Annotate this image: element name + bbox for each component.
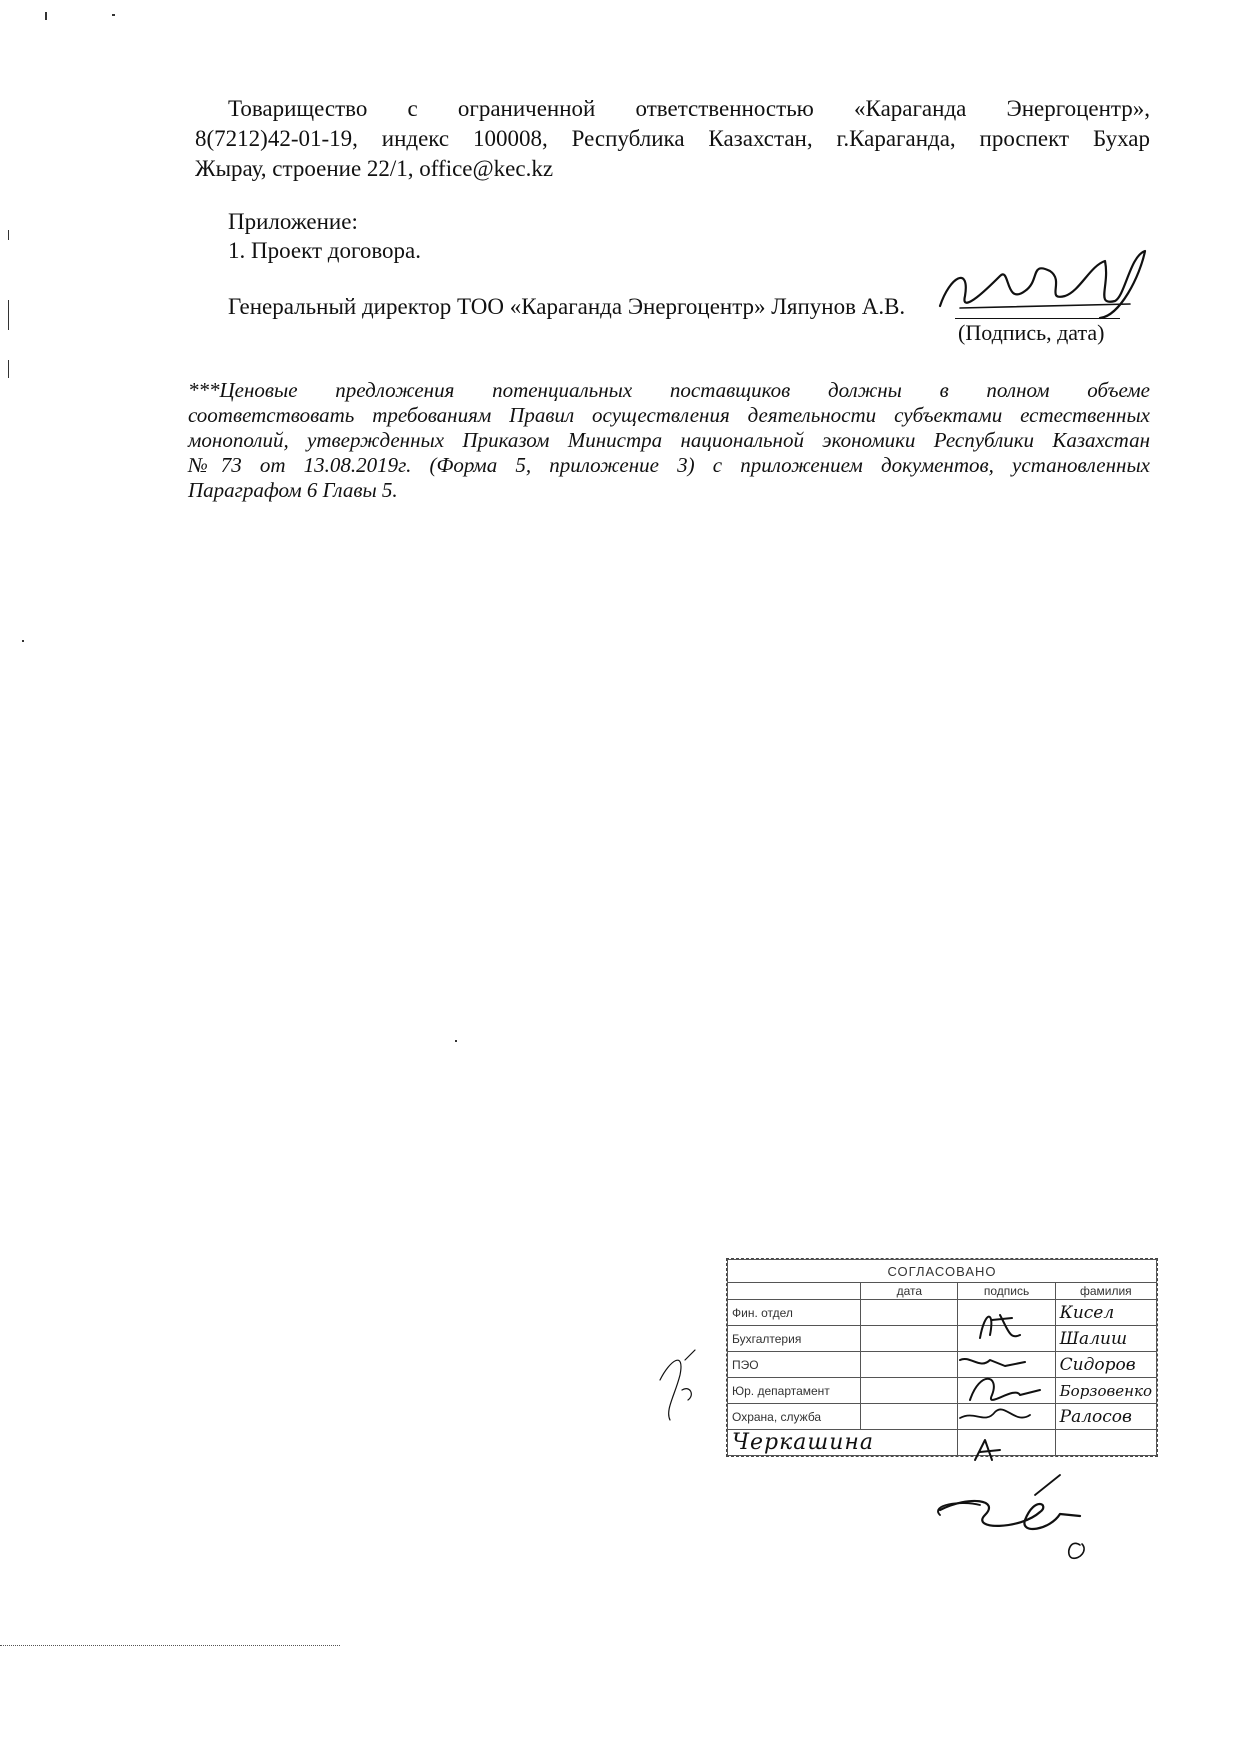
note-line-5: Параграфом 6 Главы 5. bbox=[188, 478, 398, 502]
surname-cell: Кисел bbox=[1055, 1300, 1156, 1326]
column-header-surname: фамилия bbox=[1055, 1283, 1156, 1300]
surname-cell: Борзовенко bbox=[1055, 1378, 1156, 1404]
column-header-signature: подпись bbox=[958, 1283, 1055, 1300]
handwritten-name-cell: Черкашина bbox=[728, 1430, 958, 1456]
attachment-label: Приложение: bbox=[228, 209, 358, 234]
scan-speck bbox=[455, 1040, 457, 1042]
column-header-dept bbox=[728, 1283, 861, 1300]
note-line-2: соответствовать требованиям Правил осуществления деятельности субъектами естественных bbox=[188, 403, 1150, 427]
approval-signatures bbox=[640, 1300, 1170, 1560]
director-signature bbox=[930, 246, 1155, 322]
company-line-1: Товарищество с ограниченной ответственностью «Караганда Энергоцентр», bbox=[228, 96, 1150, 121]
scan-speck bbox=[22, 640, 24, 642]
scan-speck bbox=[8, 360, 9, 378]
surname-cell: Шалиш bbox=[1055, 1326, 1156, 1352]
signature-caption: (Подпись, дата) bbox=[958, 320, 1105, 345]
signatory-line: Генеральный директор ТОО «Караганда Энергоцентр» Ляпунов А.В. bbox=[228, 294, 906, 319]
scan-speck bbox=[8, 230, 9, 240]
company-paragraph bbox=[195, 94, 1150, 184]
dept-cell: Бухгалтерия bbox=[728, 1326, 861, 1352]
dept-cell: Фин. отдел bbox=[728, 1300, 861, 1326]
note-line-3: монополий, утвержденных Приказом Министра национальной экономики Республики Казахстан bbox=[188, 428, 1150, 452]
company-line-3: Жырау, строение 22/1, office@kec.kz bbox=[195, 156, 554, 181]
attachment-item: 1. Проект договора. bbox=[228, 238, 421, 263]
dept-cell: Охрана, служба bbox=[728, 1404, 861, 1430]
company-line-2: 8(7212)42-01-19, индекс 100008, Республика Казахстан, г.Караганда, проспект Бухар bbox=[195, 126, 1150, 151]
scan-speck bbox=[45, 12, 47, 20]
surname-cell: Сидоров bbox=[1055, 1352, 1156, 1378]
approval-title: СОГЛАСОВАНО bbox=[728, 1260, 1157, 1283]
scan-speck bbox=[8, 300, 9, 330]
dept-cell: ПЭО bbox=[728, 1352, 861, 1378]
dept-cell: Юр. департамент bbox=[728, 1378, 861, 1404]
scan-speck bbox=[112, 14, 115, 16]
price-offer-note bbox=[188, 378, 1150, 503]
signature-underline bbox=[955, 318, 1120, 319]
column-header-date: дата bbox=[861, 1283, 958, 1300]
surname-cell: Ралосов bbox=[1055, 1404, 1156, 1430]
note-line-1: ***Ценовые предложения потенциальных поставщиков должны в полном объеме bbox=[188, 378, 1150, 402]
scan-edge-line bbox=[0, 1645, 340, 1646]
note-line-4: №73 от 13.08.2019г. (Форма 5, приложение 3) с приложением документов, установленных bbox=[188, 453, 1150, 477]
